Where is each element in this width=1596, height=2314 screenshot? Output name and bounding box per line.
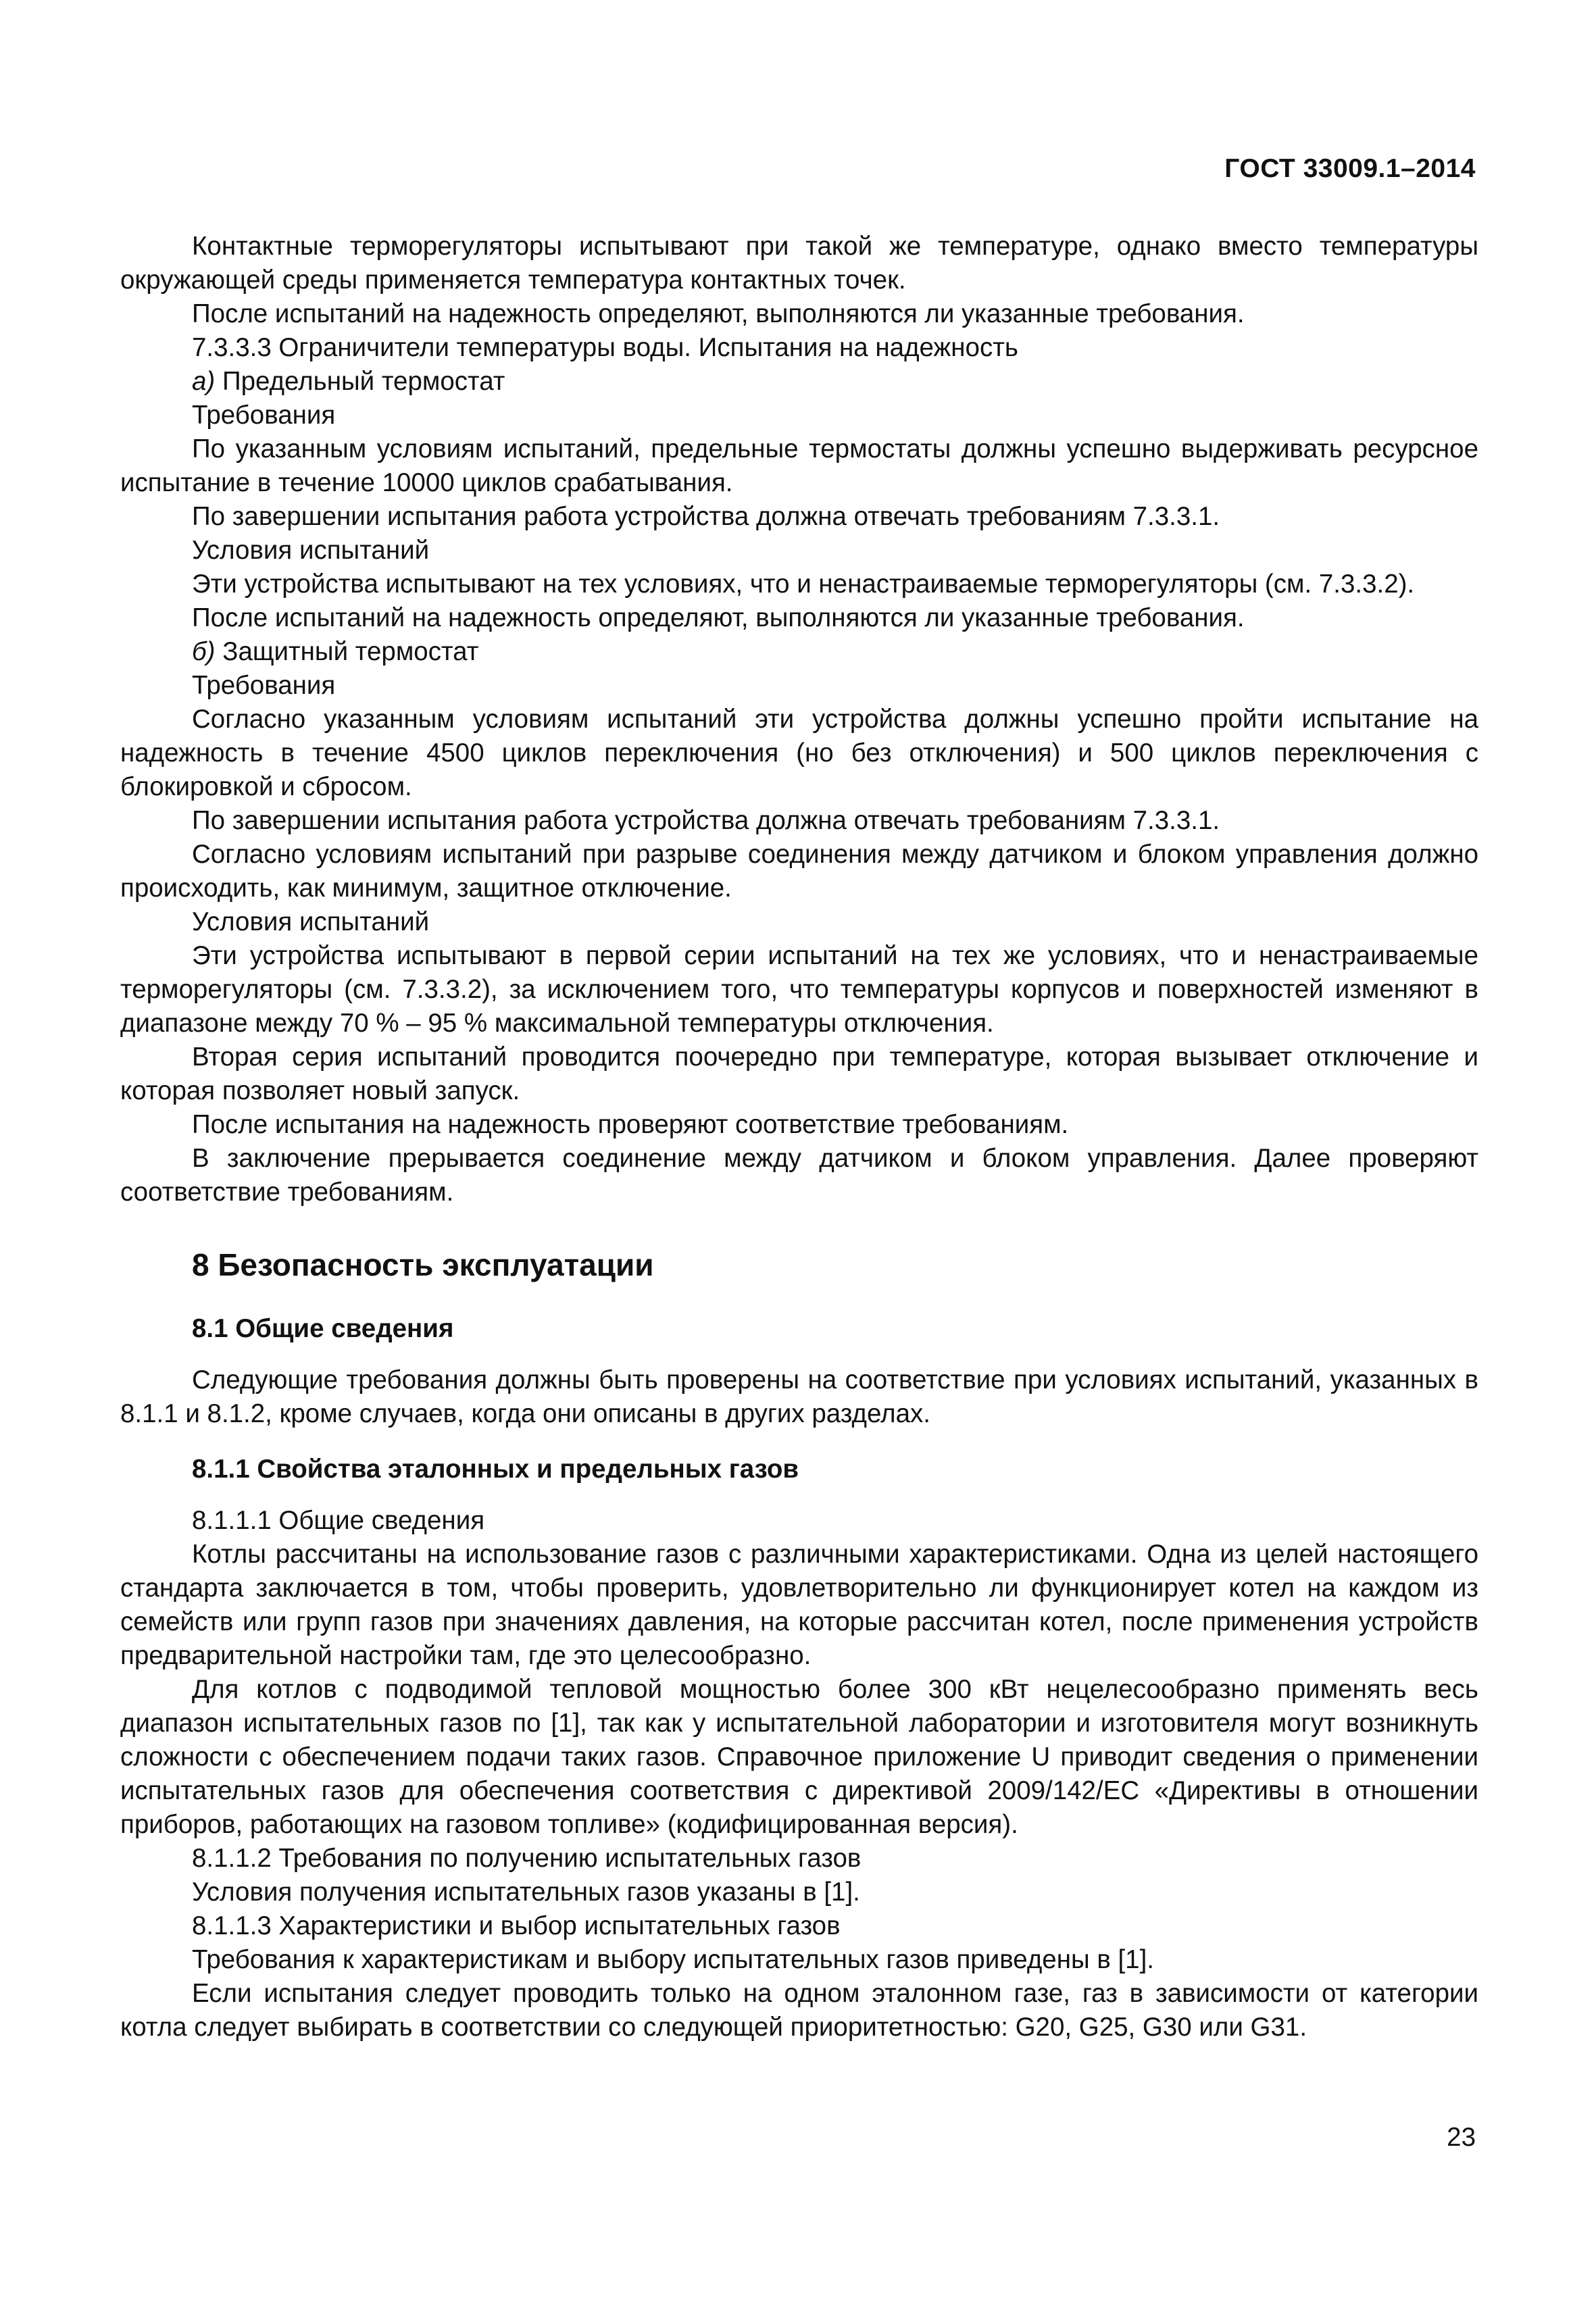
paragraph: Условия испытаний: [192, 536, 430, 565]
list-item-a: [120, 365, 1478, 399]
paragraph: Для котлов с подводимой тепловой мощностью более 300 кВт нецелесообразно применять весь диапазон испытательных газов по [1], так как у испытательной лаборатории и изготовителя могут возникнуть сложности с обеспечением подачи таких газов. Справочное приложение U приводит сведения о применении испытательных газов для обеспечения соответствия с директивой 2009/142/ЕС «Директивы в отношении приборов, работающих на газовом топливе» (кодифицированная версия).: [120, 1675, 1478, 1839]
paragraph: Котлы рассчитаны на использование газов с различными характеристиками. Одна из целей настоящего стандарта заключается в том, чтобы проверить, удовлетворительно ли функционирует котел на каждом из семейств или групп газов при значениях давления, на которые рассчитан котел, после применения устройств предварительной настройки там, где это целесообразно.: [120, 1540, 1478, 1670]
subsection-heading: 8.1.1 Свойства эталонных и предельных газов: [192, 1455, 799, 1484]
page-number: 23: [1447, 2123, 1476, 2152]
paragraph: По указанным условиям испытаний, предельные термостаты должны успешно выдерживать ресурсное испытание в течение 10000 циклов срабатывания.: [120, 434, 1478, 497]
paragraph: В заключение прерывается соединение между датчиком и блоком управления. Далее проверяют соответствие требованиям.: [120, 1144, 1478, 1207]
clause-heading: 8.1.1.2 Требования по получению испытательных газов: [192, 1844, 862, 1873]
paragraph: Требования: [192, 401, 336, 430]
paragraph: Если испытания следует проводить только на одном эталонном газе, газ в зависимости от категории котла следует выбирать в соответствии со следующей приоритетностью: G20, G25, G30 или G31.: [120, 1979, 1478, 2042]
list-item-label: Предельный термостат: [222, 367, 505, 396]
paragraph: Согласно указанным условиям испытаний эти устройства должны успешно пройти испытание на надежность в течение 4500 циклов переключения (но без отключения) и 500 циклов переключения с блокировкой и сбросом.: [120, 705, 1478, 801]
paragraph: Условия испытаний: [192, 907, 430, 936]
paragraph: По завершении испытания работа устройства должна отвечать требованиям 7.3.3.1.: [192, 806, 1220, 835]
paragraph: Условия получения испытательных газов указаны в [1].: [192, 1878, 860, 1907]
paragraph: Эти устройства испытывают на тех условиях, что и ненастраиваемые терморегуляторы (см. 7.3.3.2).: [192, 570, 1415, 599]
paragraph: Требования: [192, 671, 336, 700]
clause-heading: 7.3.3.3 Ограничители температуры воды. Испытания на надежность: [192, 333, 1018, 362]
section-heading: 8 Безопасность эксплуатации: [192, 1247, 654, 1282]
paragraph: После испытания на надежность проверяют соответствие требованиям.: [192, 1110, 1069, 1139]
paragraph: Согласно условиям испытаний при разрыве соединения между датчиком и блоком управления должно происходить, как минимум, защитное отключение.: [120, 840, 1478, 903]
document-code-header: ГОСТ 33009.1–2014: [1224, 154, 1476, 183]
paragraph: Требования к характеристикам и выбору испытательных газов приведены в [1].: [192, 1945, 1154, 1974]
subsection-heading: 8.1 Общие сведения: [192, 1314, 454, 1343]
clause-heading: 8.1.1.1 Общие сведения: [192, 1506, 485, 1535]
list-marker: б): [192, 637, 216, 666]
paragraph: После испытаний на надежность определяют, выполняются ли указанные требования.: [192, 603, 1245, 632]
list-marker: а): [192, 367, 216, 396]
paragraph: Следующие требования должны быть проверены на соответствие при условиях испытаний, указанных в 8.1.1 и 8.1.2, кроме случаев, когда они описаны в других разделах.: [120, 1365, 1478, 1428]
paragraph: Контактные терморегуляторы испытывают при такой же температуре, однако вместо температуры окружающей среды применяется температура контактных точек.: [120, 232, 1478, 295]
paragraph: По завершении испытания работа устройства должна отвечать требованиям 7.3.3.1.: [192, 502, 1220, 531]
list-item-label: Защитный термостат: [222, 637, 479, 666]
paragraph: После испытаний на надежность определяют, выполняются ли указанные требования.: [192, 299, 1245, 328]
paragraph: Вторая серия испытаний проводится поочередно при температуре, которая вызывает отключение и которая позволяет новый запуск.: [120, 1042, 1478, 1105]
paragraph: Эти устройства испытывают в первой серии испытаний на тех же условиях, что и ненастраиваемые терморегуляторы (см. 7.3.3.2), за исключением того, что температуры корпусов и поверхностей изменяют в диапазоне между 70 % – 95 % максимальной температуры отключения.: [120, 941, 1478, 1038]
list-item-b: [120, 635, 1478, 669]
page-content: [120, 230, 1478, 2044]
clause-heading: 8.1.1.3 Характеристики и выбор испытательных газов: [192, 1911, 841, 1940]
